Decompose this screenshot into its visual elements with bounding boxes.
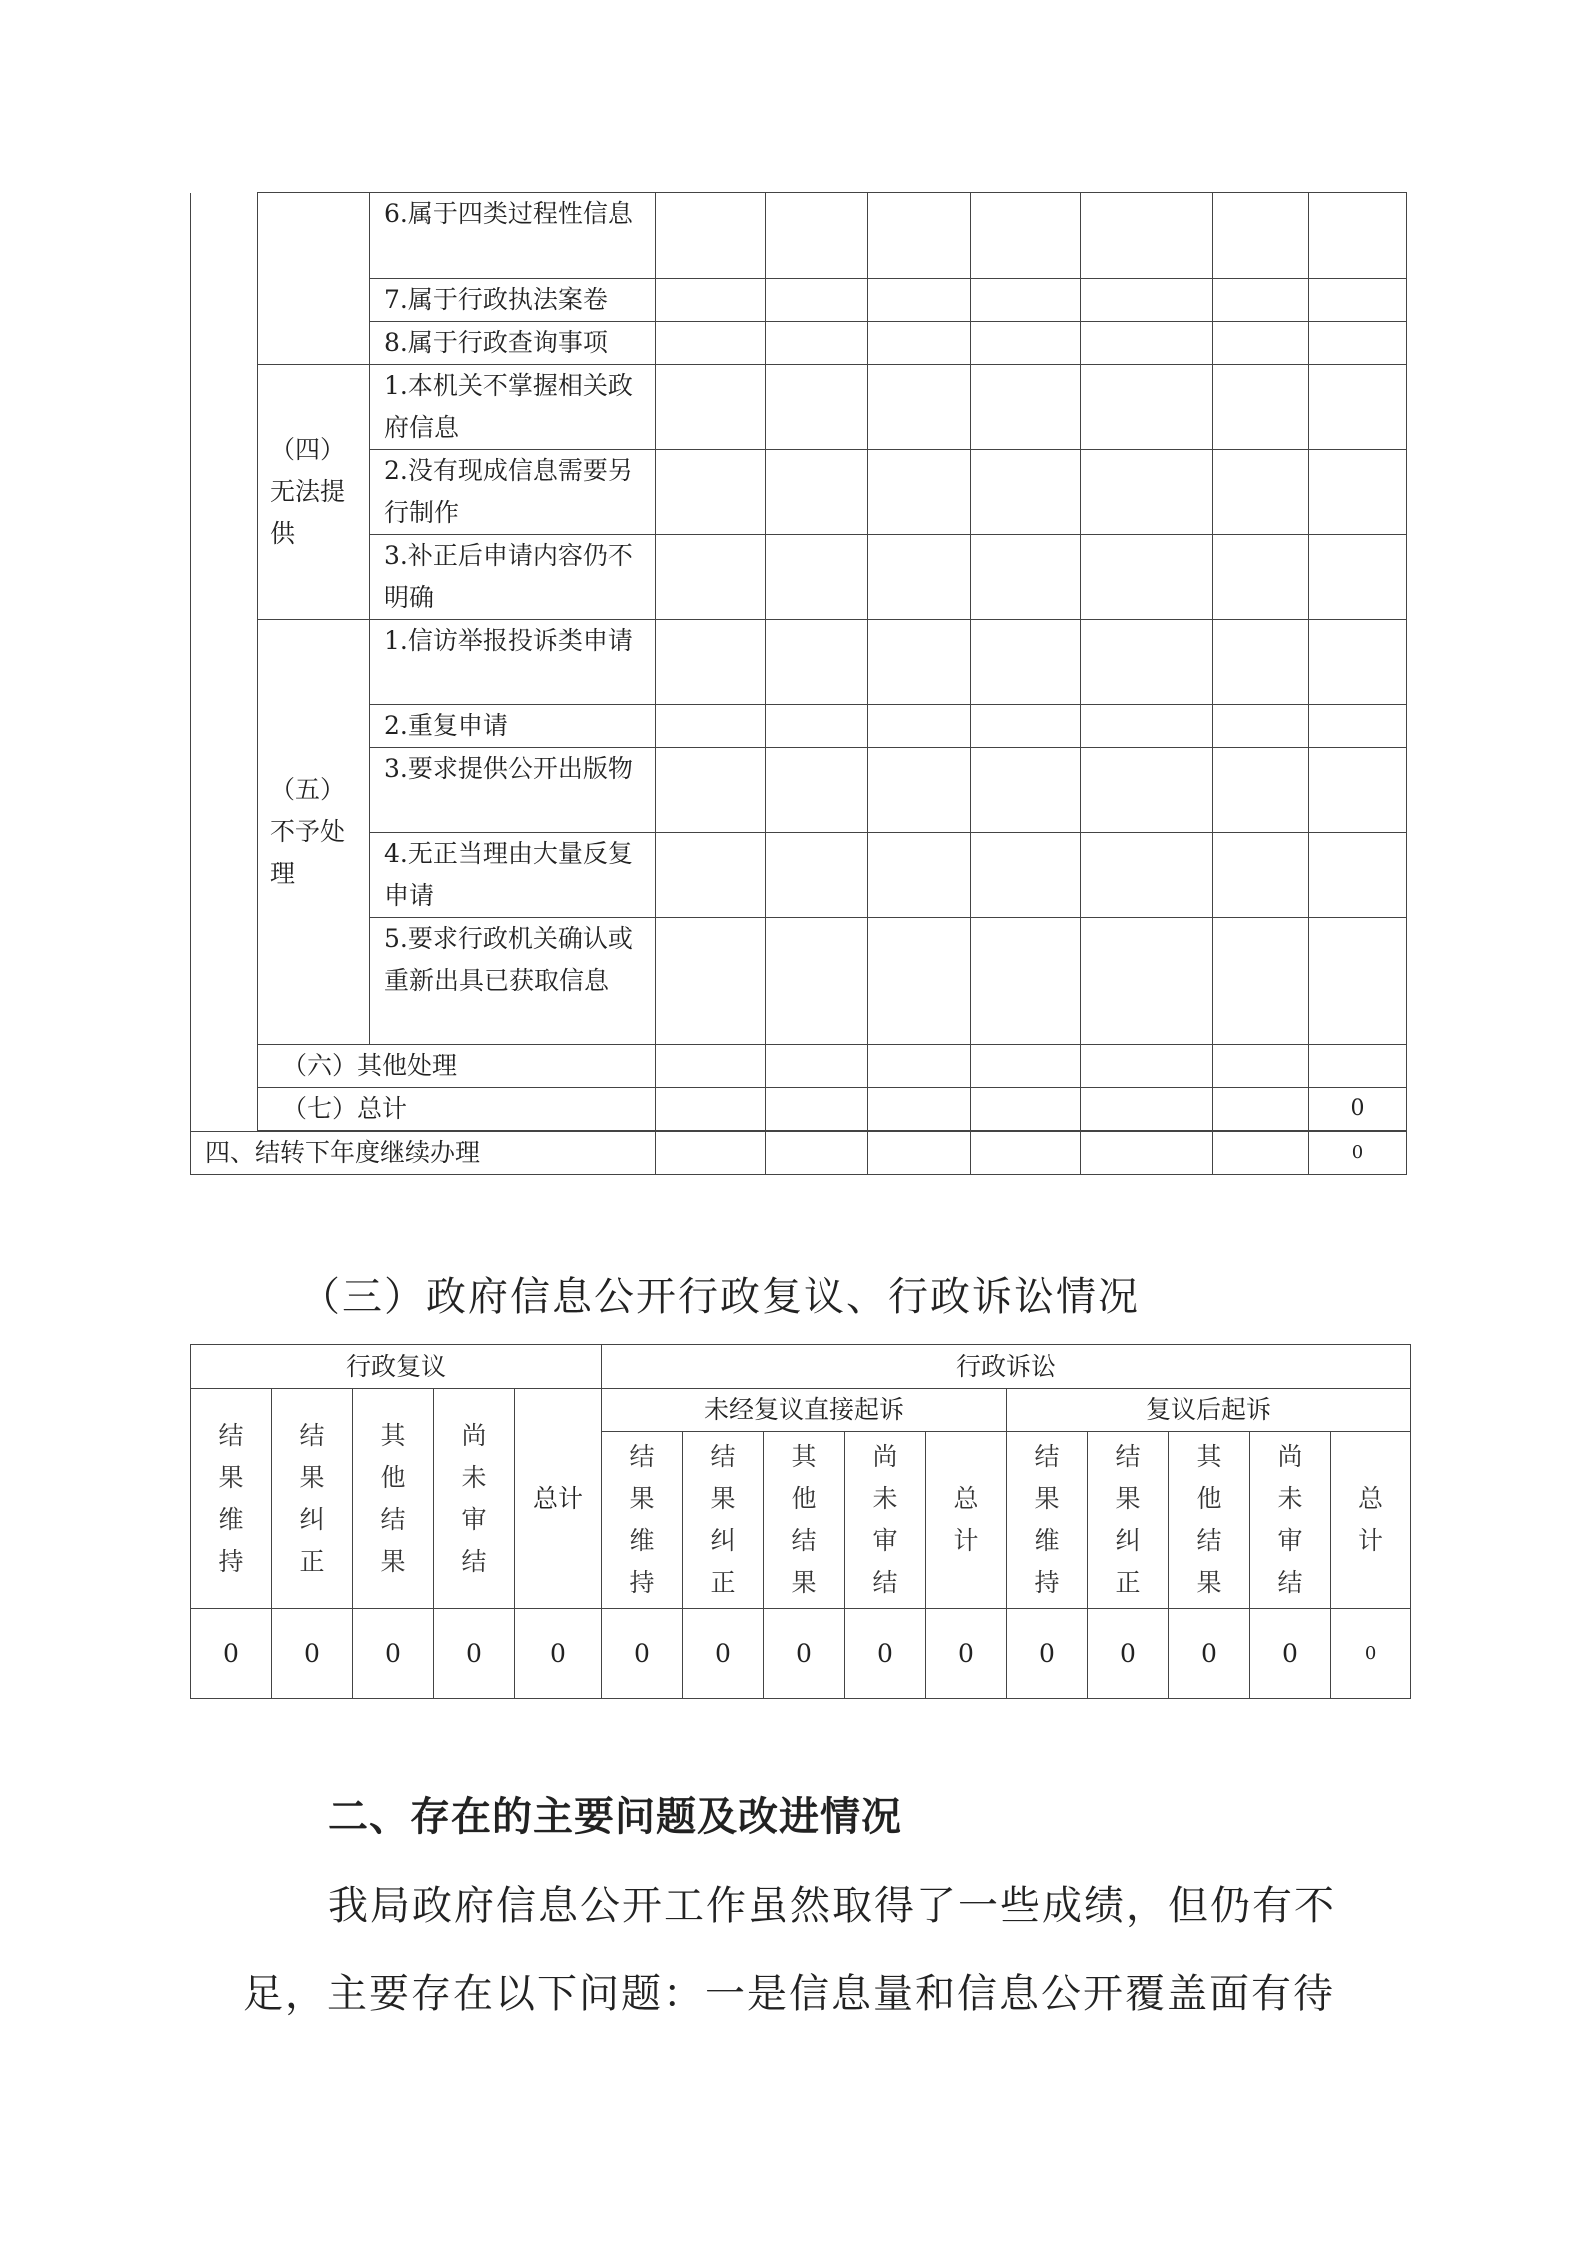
item-label: 5.要求行政机关确认或重新出具已获取信息 (370, 918, 656, 1045)
value-cell: 0 (764, 1609, 845, 1699)
header-fuyi: 行政复议 (191, 1345, 602, 1389)
col-header: 总计 (1331, 1432, 1411, 1609)
table-row (191, 450, 1407, 535)
value-cell: 0 (191, 1609, 272, 1699)
value-cell: 0 (683, 1609, 764, 1699)
value-cell: 0 (602, 1609, 683, 1699)
table-row (191, 365, 1407, 450)
table-row (191, 1609, 1411, 1699)
value-cell: 0 (1331, 1609, 1411, 1699)
item-label: 3.补正后申请内容仍不明确 (370, 535, 656, 620)
col-header: 其他结果 (353, 1389, 434, 1609)
col-header: 其他结果 (1169, 1432, 1250, 1609)
value-cell: 0 (272, 1609, 353, 1699)
col-header: 结果维持 (191, 1389, 272, 1609)
col-header: 结果纠正 (272, 1389, 353, 1609)
category-cell (258, 193, 370, 365)
value-cell: 0 (515, 1609, 602, 1699)
table-row (191, 1045, 1407, 1088)
carryover-row-table (190, 1131, 1407, 1175)
col-header: 总计 (515, 1389, 602, 1609)
header-after: 复议后起诉 (1007, 1389, 1411, 1432)
body-paragraph: 我局政府信息公开工作虽然取得了一些成绩，但仍有不足，主要存在以下问题：一是信息量和信息公开覆盖面有待 (243, 1883, 1336, 2017)
table-row (191, 1088, 1407, 1131)
value-cell: 0 (845, 1609, 926, 1699)
category-cell-5: （五）不予处理 (258, 620, 370, 1045)
review-litigation-table (190, 1344, 1411, 1699)
row-label-carryover: 四、结转下年度继续办理 (191, 1132, 656, 1175)
section-heading: 二、存在的主要问题及改进情况 (328, 1794, 902, 1840)
category-cell-4: （四）无法提供 (258, 365, 370, 620)
value-cell: 0 (1088, 1609, 1169, 1699)
table-row (191, 918, 1407, 1045)
value-cell: 0 (1169, 1609, 1250, 1699)
item-label: 7.属于行政执法案卷 (370, 279, 656, 322)
application-handling-table (190, 192, 1407, 1131)
col-header: 结果维持 (602, 1432, 683, 1609)
table-row (191, 705, 1407, 748)
col-header: 结果纠正 (683, 1432, 764, 1609)
col-header: 结果纠正 (1088, 1432, 1169, 1609)
col-header: 其他结果 (764, 1432, 845, 1609)
value-cell: 0 (353, 1609, 434, 1699)
table-row (191, 322, 1407, 365)
item-label: 1.本机关不掌握相关政府信息 (370, 365, 656, 450)
total-value: 0 (1309, 1088, 1407, 1131)
section-title: （三）政府信息公开行政复议、行政诉讼情况 (300, 1274, 1140, 1320)
value-cell: 0 (926, 1609, 1007, 1699)
outer-left-column (191, 193, 258, 1131)
item-label: 3.要求提供公开出版物 (370, 748, 656, 833)
table-row (191, 535, 1407, 620)
col-header: 尚未审结 (845, 1432, 926, 1609)
table-row (191, 620, 1407, 705)
value-cell: 0 (434, 1609, 515, 1699)
col-header: 总计 (926, 1432, 1007, 1609)
col-header: 结果维持 (1007, 1432, 1088, 1609)
value-cell: 0 (1250, 1609, 1331, 1699)
table-row (191, 1132, 1407, 1175)
row-label-total: （七）总计 (258, 1088, 656, 1131)
col-header: 尚未审结 (434, 1389, 515, 1609)
table-row (191, 279, 1407, 322)
carryover-value: 0 (1309, 1132, 1407, 1175)
item-label: 6.属于四类过程性信息 (370, 193, 656, 279)
item-label: 8.属于行政查询事项 (370, 322, 656, 365)
item-label: 2.没有现成信息需要另行制作 (370, 450, 656, 535)
value-cell: 0 (1007, 1609, 1088, 1699)
row-label-other: （六）其他处理 (258, 1045, 656, 1088)
table-row (191, 748, 1407, 833)
item-label: 1.信访举报投诉类申请 (370, 620, 656, 705)
col-header: 尚未审结 (1250, 1432, 1331, 1609)
table-row (191, 1389, 1411, 1432)
item-label: 2.重复申请 (370, 705, 656, 748)
header-susong: 行政诉讼 (602, 1345, 1411, 1389)
table-row (191, 1345, 1411, 1389)
header-direct: 未经复议直接起诉 (602, 1389, 1007, 1432)
table-row (191, 193, 1407, 279)
table-row (191, 833, 1407, 918)
item-label: 4.无正当理由大量反复申请 (370, 833, 656, 918)
